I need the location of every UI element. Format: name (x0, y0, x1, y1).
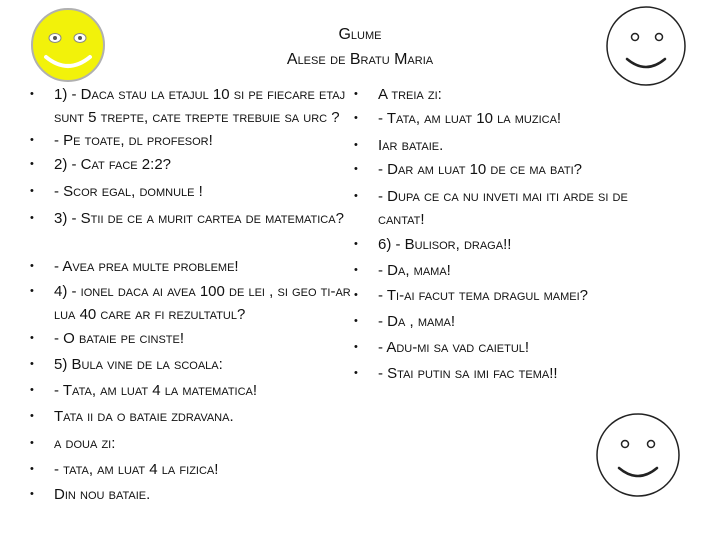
bullet-icon: • (30, 285, 34, 297)
page-title: Glume (338, 26, 382, 43)
left-column (30, 83, 366, 508)
list-item-text: 5) Bula vine de la scoala: (54, 356, 223, 373)
bullet-icon: • (30, 134, 34, 146)
bullet-icon: • (354, 238, 358, 250)
list-item-text: 1) - Daca stau la etajul 10 si pe fiecare etaj sunt 5 trepte, cate trepte trebuie sa urc ? (54, 86, 346, 126)
list-item-text: - Stai putin sa imi fac tema!! (378, 365, 558, 382)
bullet-icon: • (354, 139, 358, 151)
bullet-icon: • (354, 289, 358, 301)
bullet-icon: • (354, 163, 358, 175)
list-item-text: A treia zi: (378, 86, 442, 103)
list-item-text: - Ti-ai facut tema dragul mamei? (378, 287, 589, 304)
list-item-text: - Scor egal, domnule ! (54, 183, 203, 200)
bullet-icon: • (30, 463, 34, 475)
bullet-icon: • (354, 341, 358, 353)
page-subtitle: Alese de Bratu Maria (286, 51, 434, 68)
bullet-icon: • (30, 88, 34, 100)
list-item (30, 207, 366, 253)
bullet-icon: • (30, 158, 34, 170)
list-item-text: 6) - Bulisor, draga!! (378, 236, 512, 253)
title-block (0, 22, 720, 72)
bullet-icon: • (30, 410, 34, 422)
list-item-text: Din nou bataie. (54, 486, 151, 503)
list-item-text: 4) - ionel daca ai avea 100 de lei , si geo ti-ar lua 40 care ar fi rezultatul? (54, 283, 351, 323)
list-item (30, 83, 366, 129)
list-item (30, 280, 366, 326)
bullet-icon: • (354, 190, 358, 202)
list-item-text: Tata ii da o bataie zdravana. (54, 408, 234, 425)
list-item-text: - Da , mama! (378, 313, 456, 330)
bullet-icon: • (30, 437, 34, 449)
list-item-text: - Pe toate, dl profesor! (54, 132, 213, 149)
list-item-text: - Tata, am luat 10 la muzica! (378, 110, 562, 127)
bullet-icon: • (30, 260, 34, 272)
list-item-text: - Avea prea multe probleme! (54, 258, 239, 275)
bullet-icon: • (354, 112, 358, 124)
list-item-text: 3) - Stii de ce a murit cartea de matematica? (54, 210, 344, 227)
bullet-icon: • (354, 367, 358, 379)
list-item-text: - Tata, am luat 4 la matematica! (54, 382, 258, 399)
right-column (354, 83, 654, 383)
list-item (354, 185, 654, 231)
bullet-icon: • (30, 185, 34, 197)
list-item-text: - Dupa ce ca nu inveti mai iti arde si de cantat! (378, 188, 628, 228)
bullet-icon: • (30, 488, 34, 500)
list-item-text: - O bataie pe cinste! (54, 330, 185, 347)
list-item-text: - Da, mama! (378, 262, 451, 279)
bullet-icon: • (354, 88, 358, 100)
smiley-face-outline-bottom-icon (593, 410, 683, 500)
bullet-icon: • (354, 264, 358, 276)
list-item-text: - tata, am luat 4 la fizica! (54, 461, 219, 478)
bullet-icon: • (30, 212, 34, 224)
list-item-text: - Dar am luat 10 de ce ma bati? (378, 161, 582, 178)
bullet-icon: • (354, 315, 358, 327)
list-item-text: Iar bataie. (378, 137, 444, 154)
list-item-text: 2) - Cat face 2:2? (54, 156, 171, 173)
bullet-icon: • (30, 332, 34, 344)
bullet-icon: • (30, 358, 34, 370)
list-item-text: - Adu-mi sa vad caietul! (378, 339, 530, 356)
bullet-icon: • (30, 384, 34, 396)
list-item-text: a doua zi: (54, 435, 116, 452)
